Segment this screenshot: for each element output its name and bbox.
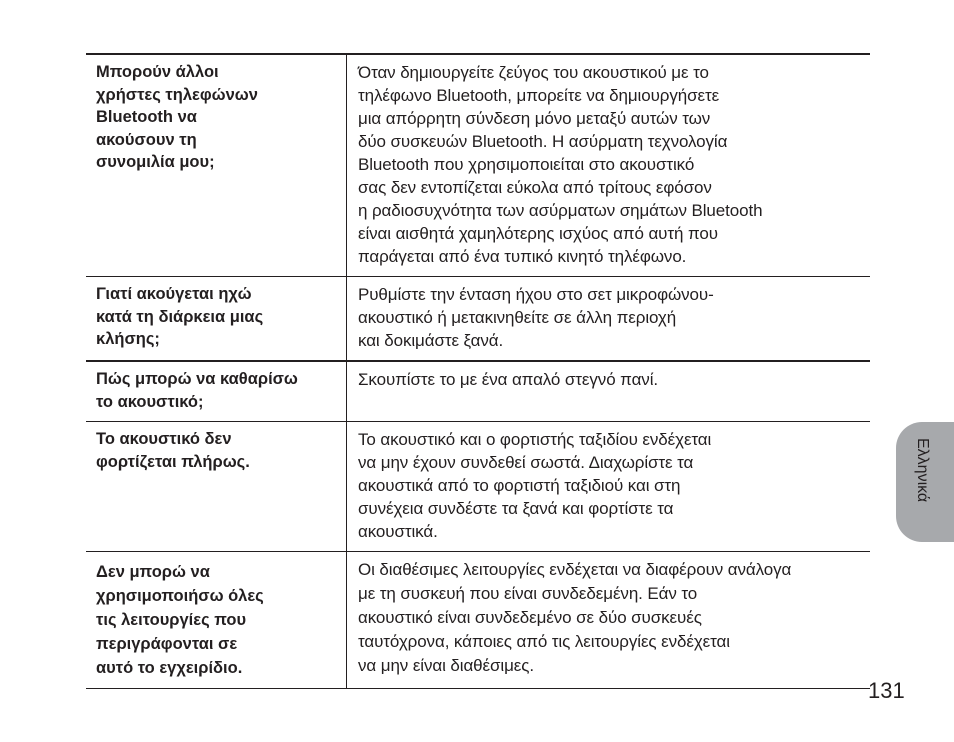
faq-table (86, 53, 870, 689)
faq-question: Γιατί ακούγεται ηχώ κατά τη διάρκεια μιας κλήσης; (86, 277, 347, 362)
faq-answer: Όταν δημιουργείτε ζεύγος του ακουστικού με το τηλέφωνο Bluetooth, μπορείτε να δημιουργήσετε μια απόρρητη σύνδεση μόνο μεταξύ αυτών των δύο συσκευών Bluetooth. Η ασύρματη τεχνολογία Bluetooth που χρησιμοποιείται στο ακουστικό σας δεν εντοπίζεται εύκολα από τρίτους εφόσον η ραδιοσυχνότητα των ασύρματων σημάτων Bluetooth είναι αισθητά χαμηλότερης ισχύος από αυτή που παράγεται από ένα τυπικό κινητό τηλέφωνο. (358, 63, 763, 266)
faq-answer: Σκουπίστε το με ένα απαλό στεγνό πανί. (358, 370, 658, 389)
faq-question: Το ακουστικό δεν φορτίζεται πλήρως. (86, 422, 347, 552)
faq-question: Δεν μπορώ να χρησιμοποιήσω όλες τις λειτουργίες που περιγράφονται σε αυτό το εγχειρίδιο. (86, 552, 347, 689)
faq-row (86, 422, 870, 552)
faq-question: Πώς μπορώ να καθαρίσω το ακουστικό; (86, 361, 347, 422)
language-side-tab-label: Ελληνικά (914, 438, 931, 503)
language-side-tab (896, 422, 954, 542)
faq-answer: Το ακουστικό και ο φορτιστής ταξιδίου ενδέχεται να μην έχουν συνδεθεί σωστά. Διαχωρίστε τα ακουστικά από το φορτιστή ταξιδιού και στη συνέχεια συνδέστε τα ξανά και φορτίστε τα ακουστικά. (358, 430, 712, 541)
page-number: 131 (868, 678, 905, 703)
faq-row (86, 552, 870, 689)
faq-row (86, 54, 870, 277)
faq-answer: Οι διαθέσιμες λειτουργίες ενδέχεται να διαφέρουν ανάλογα με τη συσκευή που είναι συνδεδεμένη. Εάν το ακουστικό είναι συνδεδεμένο σε δύο συσκευές ταυτόχρονα, κάποιες από τις λειτουργίες ενδέχεται να μην είναι διαθέσιμες. (358, 560, 792, 675)
faq-row (86, 277, 870, 362)
faq-row (86, 361, 870, 422)
faq-question: Μπορούν άλλοι χρήστες τηλεφώνων Bluetooth να ακούσουν τη συνομιλία μου; (86, 54, 347, 277)
faq-answer: Ρυθμίστε την ένταση ήχου στο σετ μικροφώνου- ακουστικό ή μετακινηθείτε σε άλλη περιοχή και δοκιμάστε ξανά. (358, 285, 714, 350)
